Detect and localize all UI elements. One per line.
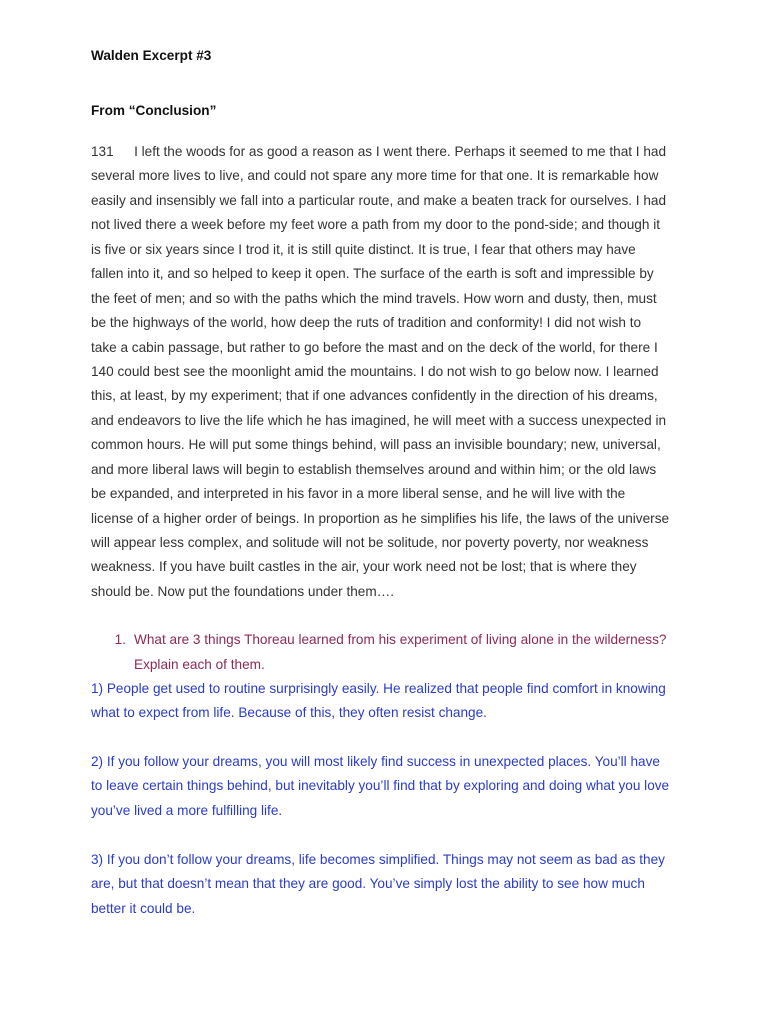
passage-line: not lived there a week before my feet wore a path from my door to the pond-side; and though it — [91, 217, 660, 233]
passage-line: this, at least, by my experiment; that if one advances confidently in the direction of his dreams, — [91, 388, 658, 404]
question-text: What are 3 things Thoreau learned from his experiment of living alone in the wilderness? — [134, 632, 667, 647]
question-line — [91, 628, 691, 653]
passage-line: weakness. If you have built castles in the air, your work need not be lost; that is where they — [91, 559, 637, 575]
answer-line: better it could be. — [91, 900, 196, 916]
passage-line: easily and insensibly we fall into a particular route, and make a beaten track for ourselves. I had — [91, 192, 667, 208]
answer-line: 2) If you follow your dreams, you will most likely find success in unexpected places. You’ll have — [91, 754, 660, 769]
passage-line: be expanded, and interpreted in his favor in a more liberal sense, and he will live with the — [91, 486, 626, 502]
passage-line: is five or six years since I trod it, it is still quite distinct. It is true, I fear that others may have — [91, 241, 636, 257]
passage-line: 140 could best see the moonlight amid the mountains. I do not wish to go below now. I learned — [91, 363, 659, 379]
document-title: Walden Excerpt #3 — [91, 48, 212, 63]
passage-line: and endeavors to live the life which he has imagined, he will meet with a success unexpected in — [91, 412, 667, 428]
passage-line: 131 I left the woods for as good a reason as I went there. Perhaps it seemed to me that I had — [91, 144, 667, 159]
passage-line: should be. Now put the foundations under them…. — [91, 583, 395, 599]
excerpt-passage — [91, 140, 691, 604]
answer-line: 1) People get used to routine surprisingly easily. He realized that people find comfort in knowing — [91, 681, 666, 696]
passage-line: common hours. He will put some things behind, will pass an invisible boundary; new, universal, — [91, 437, 661, 453]
answer-1 — [91, 677, 691, 726]
answer-2 — [91, 750, 691, 823]
answer-line: 3) If you don’t follow your dreams, life becomes simplified. Things may not seem as bad as they — [91, 852, 665, 867]
answer-line: are, but that doesn’t mean that they are good. You’ve simply lost the ability to see how much — [91, 876, 645, 892]
passage-line: will appear less complex, and solitude will not be solitude, nor poverty poverty, nor weakness — [91, 535, 649, 550]
answer-line: to leave certain things behind, but inevitably you’ll find that by exploring and doing what you love — [91, 778, 670, 794]
question-number: 1. — [114, 632, 126, 647]
passage-line: be the highways of the world, how deep the ruts of tradition and conformity! I did not wish to — [91, 315, 642, 331]
answer-line: what to expect from life. Because of this, they often resist change. — [91, 705, 487, 721]
passage-line: fallen into it, and so helped to keep it open. The surface of the earth is soft and impressible by — [91, 266, 654, 282]
passage-line: license of a higher order of beings. In proportion as he simplifies his life, the laws of the universe — [91, 510, 670, 526]
answer-line: you’ve lived a more fulfilling life. — [91, 802, 283, 818]
question-line: Explain each of them. — [134, 656, 265, 672]
passage-line: several more lives to live, and could not spare any more time for that one. It is remarkable how — [91, 168, 659, 184]
passage-line: take a cabin passage, but rather to go before the mast and on the deck of the world, for there I — [91, 339, 658, 355]
passage-line: and more liberal laws will begin to establish themselves around and within him; or the old laws — [91, 461, 657, 477]
question-1 — [91, 628, 691, 677]
passage-line: the feet of men; and so with the paths which the mind travels. How worn and dusty, then, must — [91, 290, 657, 306]
section-heading: From “Conclusion” — [91, 103, 217, 118]
answer-3 — [91, 848, 691, 921]
